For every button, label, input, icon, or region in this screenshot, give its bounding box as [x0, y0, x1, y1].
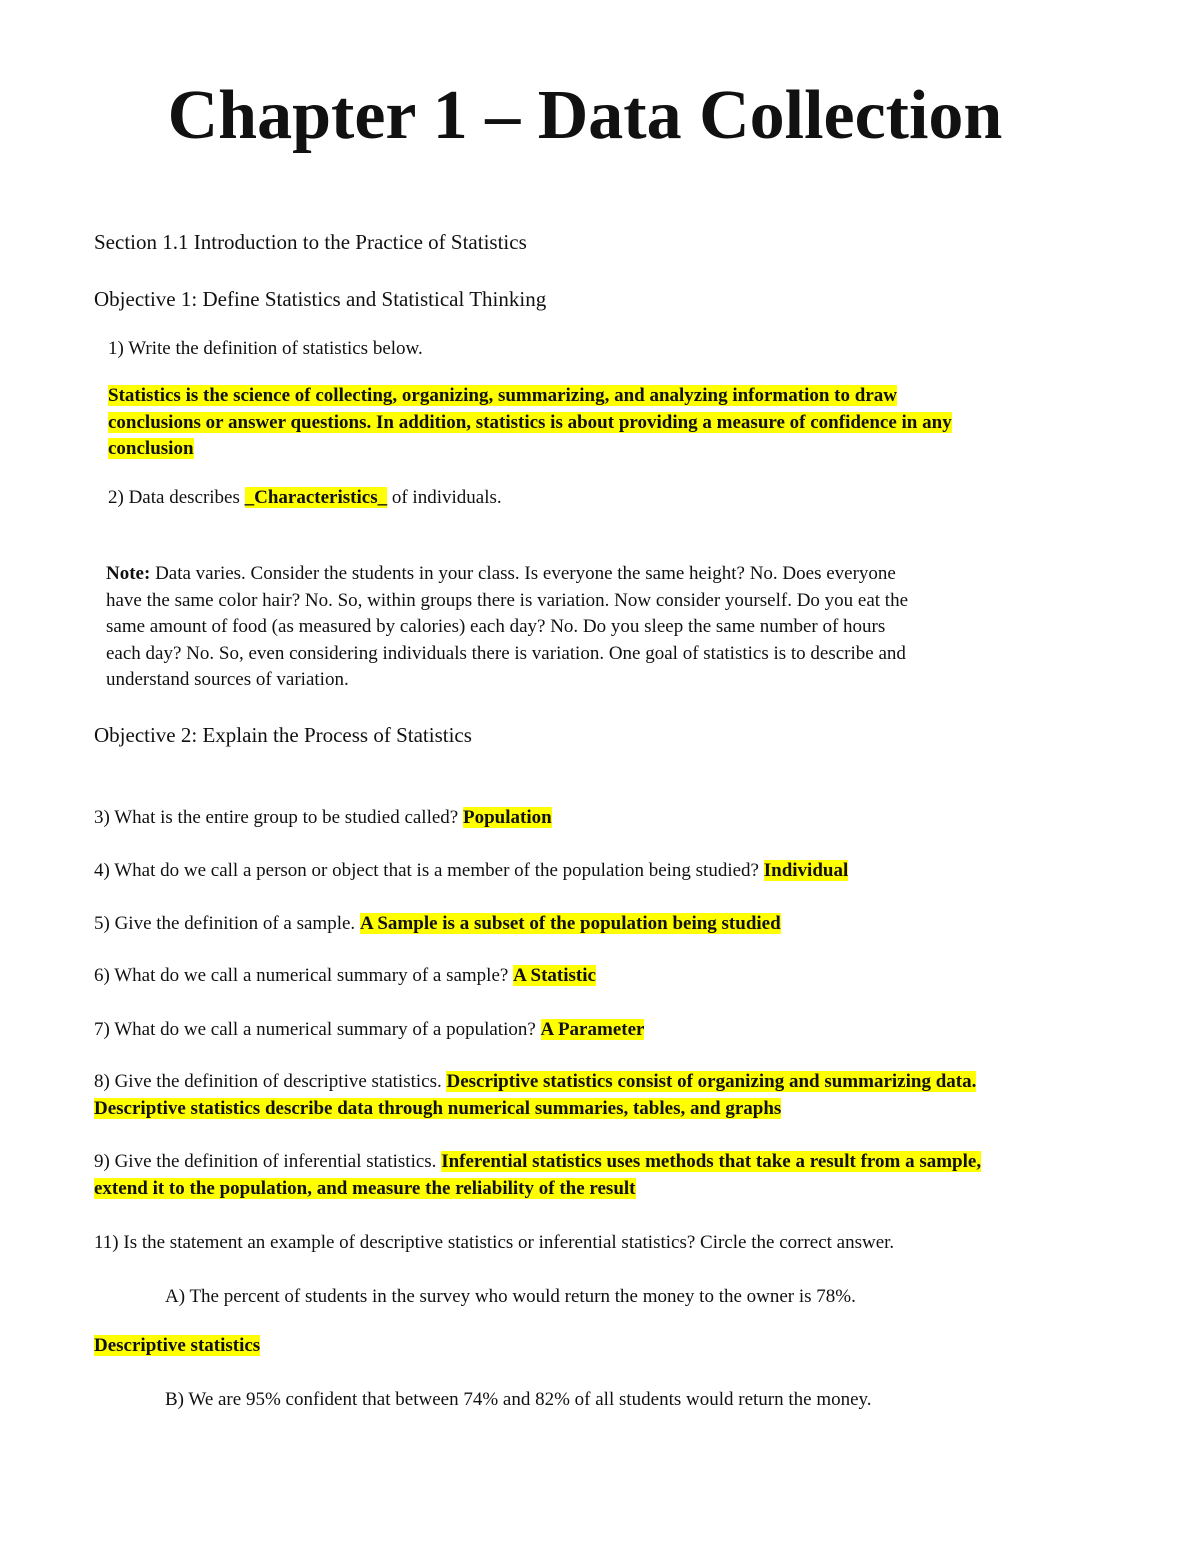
answer-11-a	[94, 1335, 260, 1357]
question-7	[94, 1019, 644, 1041]
answer-9-line-1: Inferential statistics uses methods that take a result from a sample,	[441, 1151, 982, 1172]
question-2-prefix: 2) Data describes	[108, 487, 245, 508]
answer-8-line-1: Descriptive statistics consist of organizing and summarizing data.	[446, 1071, 977, 1092]
section-heading: Section 1.1 Introduction to the Practice of Statistics	[94, 230, 527, 254]
question-3-text: 3) What is the entire group to be studied called?	[94, 807, 463, 828]
answer-5: A Sample is a subset of the population being studied	[359, 913, 781, 934]
question-11-option-a: A) The percent of students in the survey who would return the money to the owner is 78%.	[165, 1286, 856, 1307]
question-4	[94, 860, 848, 882]
question-11: 11) Is the statement an example of descriptive statistics or inferential statistics? Circle the correct answer.	[94, 1232, 895, 1253]
answer-2: _Characteristics_	[244, 487, 388, 508]
answer-3: Population	[462, 807, 552, 828]
question-2	[108, 487, 502, 509]
note-paragraph	[106, 561, 908, 694]
answer-4: Individual	[763, 860, 849, 881]
answer-11-a-text: Descriptive statistics	[94, 1335, 261, 1356]
note-line-2: have the same color hair? No. So, within groups there is variation. Now consider yourself. Do you eat the	[106, 589, 909, 611]
question-7-text: 7) What do we call a numerical summary of a population?	[94, 1019, 541, 1040]
question-4-text: 4) What do we call a person or object that is a member of the population being studied?	[94, 860, 764, 881]
question-5	[94, 913, 781, 935]
answer-6: A Statistic	[513, 965, 596, 986]
question-8	[94, 1069, 976, 1122]
question-6-text: 6) What do we call a numerical summary of a sample?	[94, 965, 514, 986]
note-line-3: same amount of food (as measured by calories) each day? No. Do you sleep the same number of hours	[106, 616, 886, 637]
answer-1-line-2: conclusions or answer questions. In addition, statistics is about providing a measure of confidence in any	[108, 411, 952, 433]
objective-1-heading: Objective 1: Define Statistics and Statistical Thinking	[94, 287, 547, 311]
note-line-4: each day? No. So, even considering individuals there is variation. One goal of statistics is to describe and	[106, 642, 906, 664]
question-2-suffix: of individuals.	[387, 487, 502, 508]
question-9-text: 9) Give the definition of inferential statistics.	[94, 1151, 442, 1172]
question-3	[94, 807, 552, 829]
note-line-1: Data varies. Consider the students in your class. Is everyone the same height? No. Does everyone	[150, 563, 896, 584]
answer-8-line-2: Descriptive statistics describe data through numerical summaries, tables, and graphs	[94, 1097, 782, 1119]
question-1: 1) Write the definition of statistics below.	[108, 338, 423, 359]
objective-2-heading: Objective 2: Explain the Process of Statistics	[94, 723, 472, 747]
question-5-text: 5) Give the definition of a sample.	[94, 913, 360, 934]
page-title: Chapter 1 – Data Collection	[167, 77, 1003, 154]
question-9	[94, 1149, 981, 1202]
question-8-text: 8) Give the definition of descriptive statistics.	[94, 1071, 447, 1092]
note-line-5: understand sources of variation.	[106, 669, 349, 690]
answer-7: A Parameter	[540, 1019, 645, 1040]
answer-1	[108, 383, 952, 463]
answer-1-line-1: Statistics is the science of collecting, organizing, summarizing, and analyzing information to draw	[108, 385, 897, 406]
note-label: Note:	[106, 563, 151, 584]
answer-1-line-3: conclusion	[108, 438, 194, 459]
answer-9-line-2: extend it to the population, and measure the reliability of the result	[94, 1177, 636, 1199]
question-6	[94, 965, 596, 987]
question-11-option-b: B) We are 95% confident that between 74% and 82% of all students would return the money.	[165, 1389, 872, 1410]
